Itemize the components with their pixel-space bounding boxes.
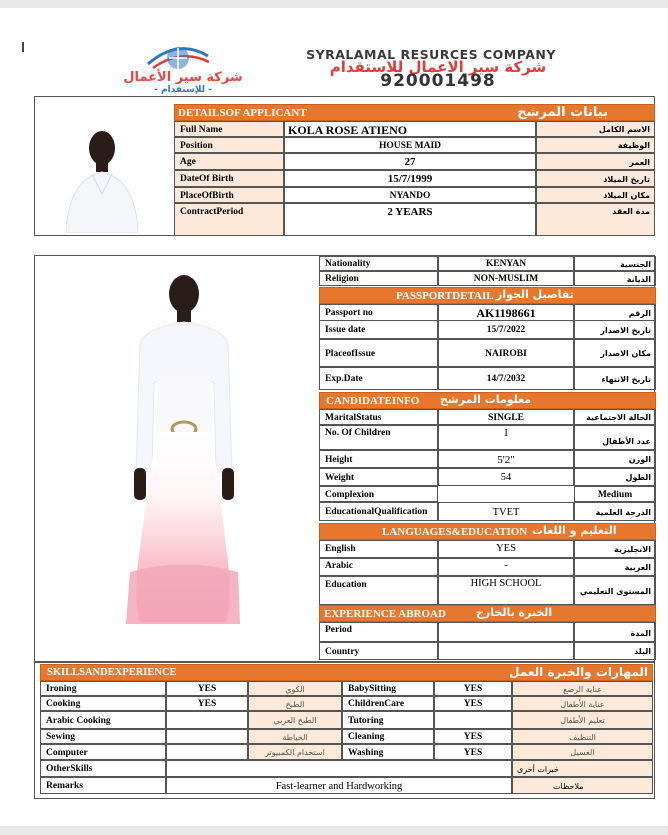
candidate-row-value: 1: [438, 425, 574, 450]
candidate-row-arabic: الدرجة العلمية: [574, 502, 656, 521]
company-name-en: SYRALAMAL RESURCES COMPANY: [306, 47, 556, 62]
skills-title-bar: [40, 664, 653, 681]
applicant-portrait-small: [52, 118, 152, 233]
skill-value: YES: [166, 681, 248, 696]
candidate-row-value: SINGLE: [438, 409, 574, 425]
passport-row-value: AK1198661: [438, 304, 574, 321]
skill-value: YES: [434, 681, 512, 696]
company-phone: 920001498: [380, 71, 496, 91]
candidate-row-arabic: [574, 486, 656, 502]
skill-label: BabySitting: [342, 681, 434, 696]
bottom-border: [0, 826, 668, 835]
candidate-row-arabic: عدد الأطفال: [574, 425, 656, 450]
languages-title-en: LANGUAGES&EDUCATION: [382, 526, 528, 538]
applicant-photo-full: [100, 272, 260, 634]
applicant-row-label: Age: [174, 153, 284, 170]
passport-row-value: 14/7/2032: [438, 367, 574, 390]
applicant-title-en: DETAILSOF APPLICANT: [178, 107, 307, 119]
skill-value: [166, 744, 248, 760]
applicant-title-bar: [174, 104, 655, 121]
remarks-label: Remarks: [40, 777, 166, 794]
company-logo: [108, 42, 258, 97]
skill-arabic: استخدام الكمبيوتر: [248, 744, 342, 760]
candidate-row-label: EducationalQualification: [319, 502, 438, 521]
candidate-row-arabic: الحالة الاجتماعية: [574, 409, 656, 425]
experience-title-bar: [319, 605, 656, 622]
experience-row-label: Country: [319, 642, 438, 660]
candidate-row-arabic: الطول: [574, 468, 656, 486]
applicant-row-value: KOLA ROSE ATIENO: [284, 121, 536, 137]
languages-row-arabic: العربية: [574, 558, 656, 576]
remarks-arabic: ملاحظات: [512, 777, 653, 794]
skill-label: Tutoring: [342, 711, 434, 729]
nat-row-label: Nationality: [319, 256, 438, 271]
passport-row-label: Issue date: [319, 320, 438, 339]
passport-row-arabic: تاريخ الانتهاء: [574, 367, 656, 390]
skill-value: [166, 711, 248, 729]
applicant-row-value: 2 YEARS: [284, 203, 536, 236]
nat-row-label: Religion: [319, 271, 438, 286]
passport-row-label: PlaceofIssue: [319, 339, 438, 367]
applicant-title-ar: بيانات المرشح: [517, 105, 608, 120]
skill-arabic: الخياطة: [248, 729, 342, 744]
passport-row-arabic: تاريخ الاصدار: [574, 320, 656, 339]
passport-title-bar: [319, 287, 656, 304]
passport-row-value: NAIROBI: [438, 339, 574, 367]
candidate-row-label: Weight: [319, 468, 438, 486]
passport-row-value: 15/7/2022: [438, 320, 574, 339]
experience-title-ar: الخبرة بالخارج: [476, 606, 553, 619]
skill-value: [434, 711, 512, 729]
applicant-row-value: 27: [284, 153, 536, 170]
skill-label: Cleaning: [342, 729, 434, 744]
candidate-title-en: CANDIDATEINFO: [326, 395, 420, 407]
applicant-row-arabic: الاسم الكامل: [536, 121, 655, 137]
skill-arabic: عناية الأطفال: [512, 696, 653, 711]
applicant-row-arabic: مدة العقد: [536, 203, 655, 236]
skills-title-ar: المهارات والخبرة العمل: [509, 665, 648, 679]
other-skills-label: OtherSkills: [40, 760, 166, 777]
passport-row-label: Exp.Date: [319, 367, 438, 390]
skill-arabic: الكوي: [248, 681, 342, 696]
candidate-row-label: MaritalStatus: [319, 409, 438, 425]
applicant-row-arabic: الوظيفة: [536, 137, 655, 153]
candidate-row-label: Height: [319, 450, 438, 468]
applicant-row-label: Position: [174, 137, 284, 153]
passport-row-label: Passport no: [319, 304, 438, 321]
left-mark: [22, 42, 24, 52]
passport-title-ar: تفاصيل الجواز: [496, 288, 574, 301]
skill-arabic: تعليم الأطفال: [512, 711, 653, 729]
candidate-title-ar: معلومات المرشح: [440, 393, 532, 406]
candidate-title-bar: [319, 392, 656, 409]
candidate-row-label: Complexion: [319, 486, 438, 502]
skill-label: ChildrenCare: [342, 696, 434, 711]
skill-value: YES: [166, 696, 248, 711]
skill-arabic: الطبخ: [248, 696, 342, 711]
applicant-row-label: DateOf Birth: [174, 170, 284, 187]
candidate-row-value: 5'2": [438, 450, 574, 468]
passport-title-en: PASSPORTDETAIL: [396, 290, 494, 302]
experience-row-value: [438, 622, 574, 642]
languages-row-label: Education: [319, 576, 438, 605]
skill-arabic: الطبخ العربي: [248, 711, 342, 729]
skill-value: [166, 729, 248, 744]
candidate-row-value: Medium: [574, 486, 656, 502]
languages-title-ar: التعليم و اللغات: [532, 524, 617, 537]
skill-arabic: التنظيف: [512, 729, 653, 744]
passport-row-arabic: مكان الاصدار: [574, 339, 656, 367]
applicant-row-value: NYANDO: [284, 187, 536, 203]
candidate-row-value: 54: [438, 468, 574, 486]
experience-row-arabic: البلد: [574, 642, 656, 660]
applicant-row-value: 15/7/1999: [284, 170, 536, 187]
logo-arabic-name: شركة سير الأعمال: [123, 70, 243, 85]
skill-value: YES: [434, 744, 512, 760]
nat-row-value: KENYAN: [438, 256, 574, 271]
applicant-row-arabic: تاريخ الميلاد: [536, 170, 655, 187]
applicant-row-label: Full Name: [174, 121, 284, 137]
experience-row-value: [438, 642, 574, 660]
skill-label: Arabic Cooking: [40, 711, 166, 729]
applicant-row-label: PlaceOfBirth: [174, 187, 284, 203]
skill-label: Washing: [342, 744, 434, 760]
languages-row-arabic: الانجليزية: [574, 540, 656, 558]
nat-row-arabic: الديانة: [574, 271, 656, 286]
skill-value: YES: [434, 696, 512, 711]
skill-arabic: عناية الرضع: [512, 681, 653, 696]
top-border: [0, 0, 668, 8]
candidate-row-value: TVET: [438, 502, 574, 521]
logo-arabic-sub: - للإستقدام -: [154, 85, 212, 95]
other-skills-arabic: خبرات أخرى: [512, 760, 653, 777]
languages-row-value: YES: [438, 540, 574, 558]
languages-row-label: English: [319, 540, 438, 558]
skill-label: Ironing: [40, 681, 166, 696]
languages-row-label: Arabic: [319, 558, 438, 576]
nat-row-arabic: الجنسية: [574, 256, 656, 271]
skill-value: YES: [434, 729, 512, 744]
skill-label: Sewing: [40, 729, 166, 744]
passport-row-arabic: الرقم: [574, 304, 656, 321]
candidate-row-arabic: الوزن: [574, 450, 656, 468]
applicant-row-arabic: مكان الميلاد: [536, 187, 655, 203]
applicant-row-label: ContractPeriod: [174, 203, 284, 236]
company-name-ar: شركة سير الاعمال للاستقدام: [329, 58, 547, 76]
skill-arabic: الغسيل: [512, 744, 653, 760]
languages-title-bar: [319, 523, 656, 540]
applicant-row-arabic: العمر: [536, 153, 655, 170]
experience-row-arabic: المدة: [574, 622, 656, 642]
languages-row-value: HIGH SCHOOL: [438, 576, 574, 605]
languages-row-arabic: المستوى التعليمي: [574, 576, 656, 605]
remarks-value: Fast-learner and Hardworking: [166, 777, 512, 794]
languages-row-value: -: [438, 558, 574, 576]
nat-row-value: NON-MUSLIM: [438, 271, 574, 286]
other-skills-value: [166, 760, 512, 777]
applicant-row-value: HOUSE MAID: [284, 137, 536, 153]
skill-label: Computer: [40, 744, 166, 760]
skill-label: Cooking: [40, 696, 166, 711]
experience-title-en: EXPERIENCE ABROAD: [324, 608, 446, 620]
experience-row-label: Period: [319, 622, 438, 642]
candidate-row-label: No. Of Children: [319, 425, 438, 450]
skills-title-en: SKILLSANDEXPERIENCE: [47, 667, 177, 678]
